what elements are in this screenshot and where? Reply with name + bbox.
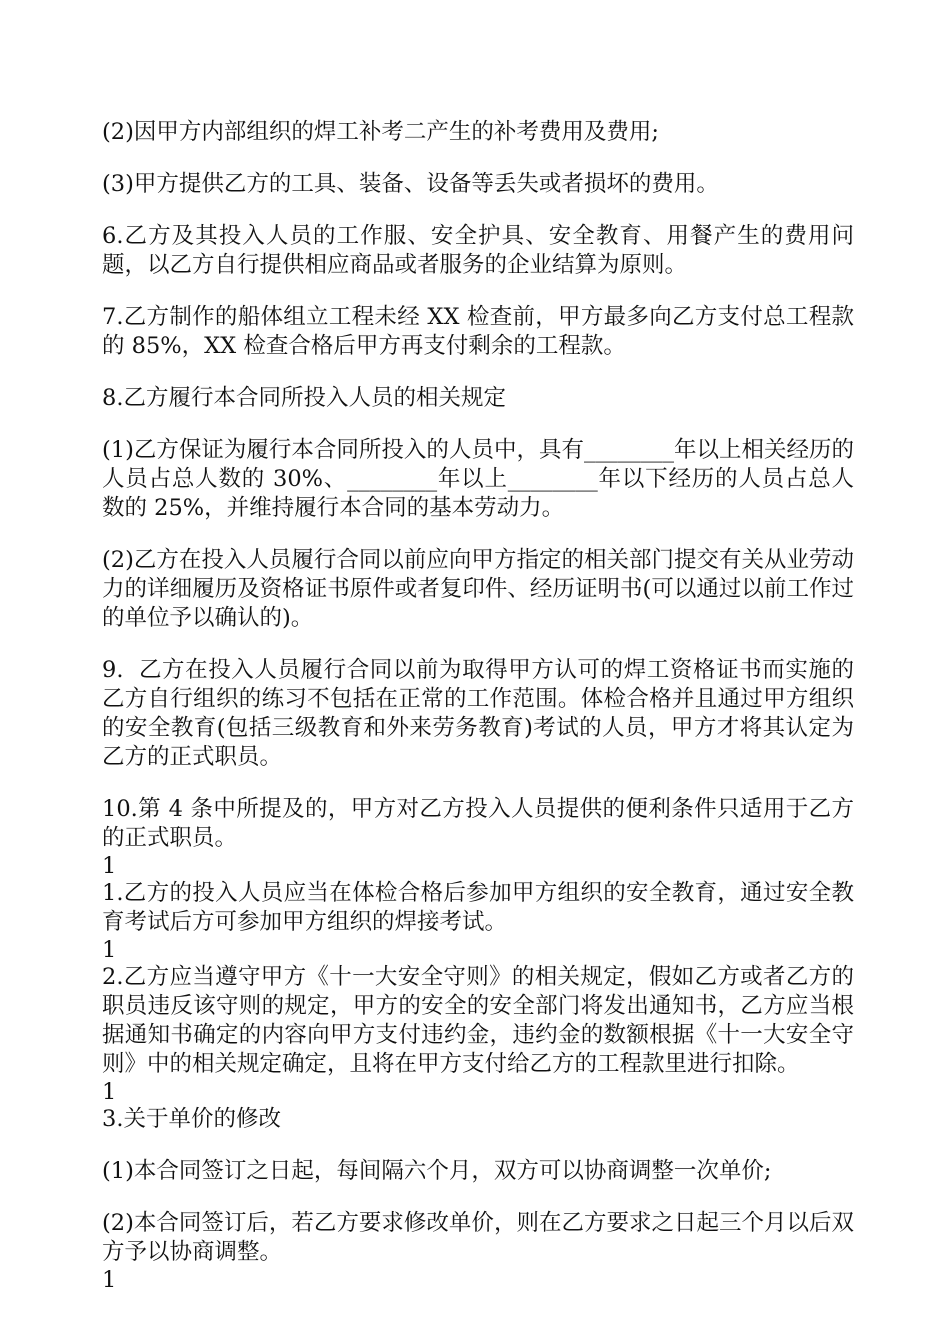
page-number-marker: 1 xyxy=(102,853,117,879)
paragraph-clause-7: 7.乙方制作的船体组立工程未经 XX 检查前，甲方最多向乙方支付总工程款的 85%，XX 检查合格后甲方再支付剩余的工程款。 xyxy=(102,304,854,359)
paragraph-clause-2-3: (3)甲方提供乙方的工具、装备、设备等丢失或者损坏的费用。 xyxy=(102,171,719,197)
paragraph-clause-8-2: (2)乙方在投入人员履行合同以前应向甲方指定的相关部门提交有关从业劳动力的详细履历及资格证书原件或者复印件、经历证明书(可以通过以前工作过的单位予以确认的)。 xyxy=(102,547,854,631)
paragraph-price-1: (1)本合同签订之日起，每间隔六个月，双方可以协商调整一次单价; xyxy=(102,1158,772,1184)
paragraph-clause-8-1: (1)乙方保证为履行本合同所投入的人员中，具有________年以上相关经历的人员占总人数的 30%、________年以上________年以下经历的人员占总人数的 25%，并维持履行本合同的基本劳动力。 xyxy=(102,437,854,521)
paragraph-clause-6: 6.乙方及其投入人员的工作服、安全护具、安全教育、用餐产生的费用问题，以乙方自行提供相应商品或者服务的企业结算为原则。 xyxy=(102,223,854,278)
document-body xyxy=(102,118,854,1293)
paragraph-price-2: (2)本合同签订后，若乙方要求修改单价，则在乙方要求之日起三个月以后双方予以协商调整。 xyxy=(102,1210,854,1265)
paragraph-clause-9: 9. 乙方在投入人员履行合同以前为取得甲方认可的焊工资格证书而实施的乙方自行组织的练习不包括在正常的工作范围。体检合格并且通过甲方组织的安全教育(包括三级教育和外来劳务教育)考试的人员，甲方才将其认定为乙方的正式职员。 xyxy=(102,657,854,770)
paragraph-price-heading: 3.关于单价的修改 xyxy=(102,1106,281,1132)
page-number-marker: 1 xyxy=(102,1079,117,1105)
page-number-marker: 1 xyxy=(102,937,117,963)
paragraph-safety-1: 1.乙方的投入人员应当在体检合格后参加甲方组织的安全教育，通过安全教育考试后方可参加甲方组织的焊接考试。 xyxy=(102,880,854,935)
page-number-marker: 1 xyxy=(102,1267,117,1293)
paragraph-clause-8-heading: 8.乙方履行本合同所投入人员的相关规定 xyxy=(102,385,506,411)
paragraph-clause-2-2: (2)因甲方内部组织的焊工补考二产生的补考费用及费用; xyxy=(102,119,659,145)
paragraph-clause-10: 10.第 4 条中所提及的，甲方对乙方投入人员提供的便利条件只适用于乙方的正式职员。 xyxy=(102,796,854,851)
paragraph-safety-2: 2.乙方应当遵守甲方《十一大安全守则》的相关规定，假如乙方或者乙方的职员违反该守则的规定，甲方的安全的安全部门将发出通知书，乙方应当根据通知书确定的内容向甲方支付违约金，违约金的数额根据《十一大安全守则》中的相关规定确定，且将在甲方支付给乙方的工程款里进行扣除。 xyxy=(102,964,854,1077)
